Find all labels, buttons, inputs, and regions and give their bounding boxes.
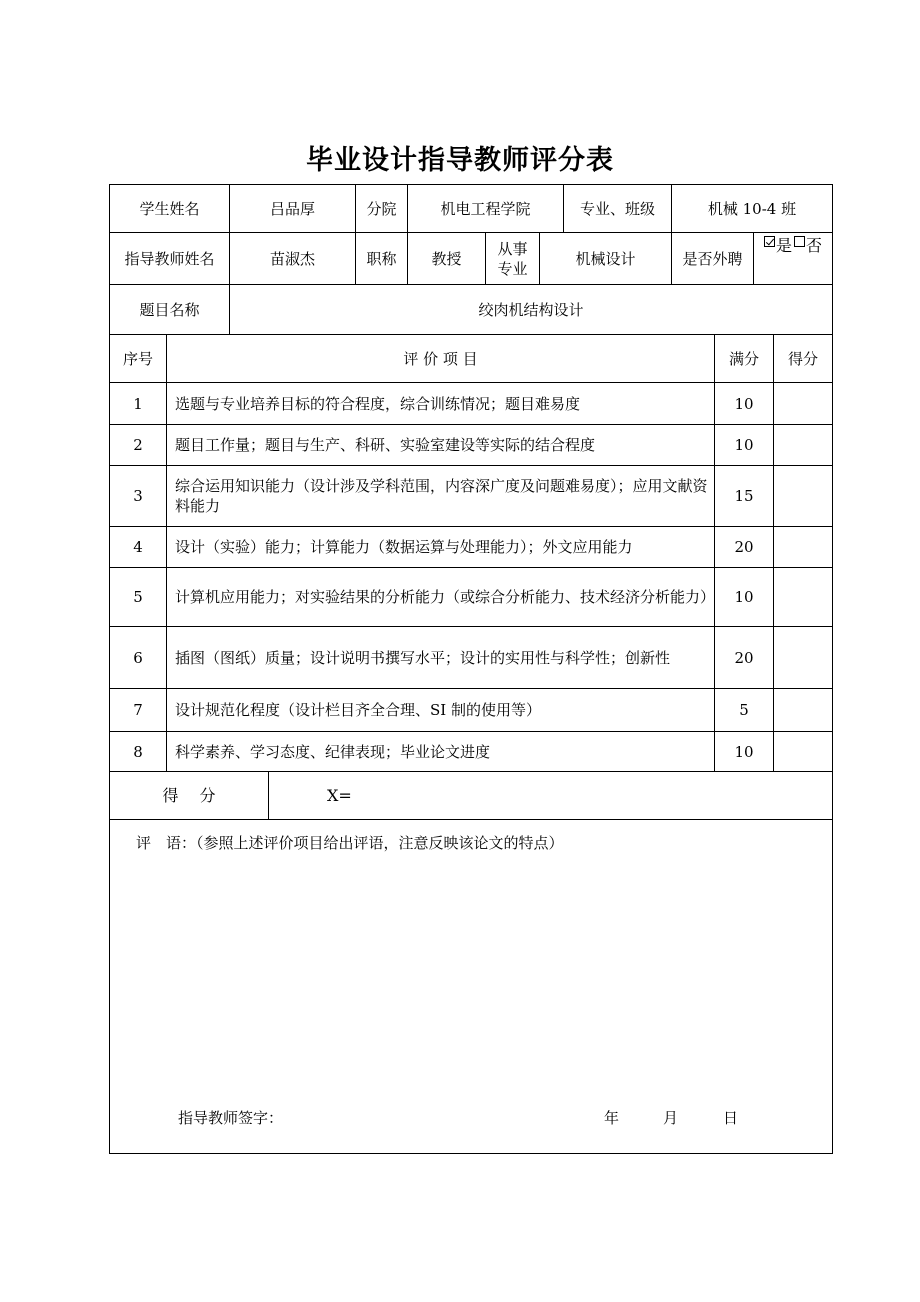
college-value: 机电工程学院: [408, 185, 564, 233]
row-item: 设计规范化程度（设计栏目齐全合理、SI 制的使用等）: [167, 689, 715, 732]
date-month: 月: [663, 1109, 679, 1127]
row-no: 5: [110, 568, 167, 627]
major-class-value: 机械 10-4 班: [672, 185, 832, 233]
row-no: 3: [110, 466, 167, 527]
row-no: 1: [110, 383, 167, 425]
row-no: 2: [110, 425, 167, 466]
row-full-score: 10: [715, 425, 774, 466]
major-class-label: 专业、班级: [564, 185, 672, 233]
row-score-input[interactable]: [774, 383, 832, 425]
row-score-input[interactable]: [774, 466, 832, 527]
header-no: 序号: [110, 335, 167, 383]
field-label-line1: 从事: [497, 239, 528, 258]
advisor-name-label: 指导教师姓名: [110, 233, 230, 285]
row-item: 设计（实验）能力；计算能力（数据运算与处理能力）；外文应用能力: [167, 527, 715, 568]
external-yes-label: 是: [775, 236, 792, 255]
row-score-input[interactable]: [774, 627, 832, 689]
row-item: 插图（图纸）质量；设计说明书撰写水平；设计的实用性与科学性；创新性: [167, 627, 715, 689]
row-score-input[interactable]: [774, 732, 832, 772]
row-no: 4: [110, 527, 167, 568]
student-name-value: 吕品厚: [230, 185, 356, 233]
external-options: [754, 233, 832, 285]
external-label: 是否外聘: [672, 233, 754, 285]
row-full-score: 10: [715, 568, 774, 627]
header-item: 评 价 项 目: [167, 335, 715, 383]
field-label: [486, 233, 540, 285]
header-full-score: 满分: [715, 335, 774, 383]
comment-area[interactable]: [110, 820, 832, 1153]
row-full-score: 20: [715, 627, 774, 689]
row-full-score: 10: [715, 732, 774, 772]
external-yes-checkbox[interactable]: [764, 236, 775, 247]
row-no: 6: [110, 627, 167, 689]
row-full-score: 20: [715, 527, 774, 568]
header-score: 得分: [774, 335, 832, 383]
external-no-label: 否: [806, 236, 823, 255]
date-day: 日: [723, 1109, 739, 1127]
topic-value: 绞肉机结构设计: [230, 285, 832, 335]
page-title: 毕业设计指导教师评分表: [306, 145, 614, 176]
evaluation-form: [109, 184, 833, 1154]
signature-label: 指导教师签字：: [178, 1109, 284, 1127]
row-full-score: 5: [715, 689, 774, 732]
date-year: 年: [604, 1109, 620, 1127]
row-no: 8: [110, 732, 167, 772]
total-label: 得 分: [110, 772, 269, 820]
college-label: 分院: [356, 185, 408, 233]
row-item: 科学素养、学习态度、纪律表现；毕业论文进度: [167, 732, 715, 772]
external-no-checkbox[interactable]: [794, 236, 805, 247]
rank-label: 职称: [356, 233, 408, 285]
topic-label: 题目名称: [110, 285, 230, 335]
row-item: 综合运用知识能力（设计涉及学科范围，内容深广度及问题难易度）；应用文献资料能力: [167, 466, 715, 527]
row-full-score: 10: [715, 383, 774, 425]
row-item: 题目工作量；题目与生产、科研、实验室建设等实际的结合程度: [167, 425, 715, 466]
field-label-line2: 专业: [497, 259, 528, 278]
student-name-label: 学生姓名: [110, 185, 230, 233]
row-score-input[interactable]: [774, 689, 832, 732]
rank-value: 教授: [408, 233, 486, 285]
comment-label: 评 语：（参照上述评价项目给出评语，注意反映该论文的特点）: [136, 834, 564, 852]
row-full-score: 15: [715, 466, 774, 527]
row-item: 选题与专业培养目标的符合程度，综合训练情况；题目难易度: [167, 383, 715, 425]
advisor-name-value: 苗淑杰: [230, 233, 356, 285]
row-no: 7: [110, 689, 167, 732]
row-score-input[interactable]: [774, 527, 832, 568]
field-value: 机械设计: [540, 233, 672, 285]
row-score-input[interactable]: [774, 425, 832, 466]
row-item: 计算机应用能力；对实验结果的分析能力（或综合分析能力、技术经济分析能力）: [167, 568, 715, 627]
row-score-input[interactable]: [774, 568, 832, 627]
total-value[interactable]: X=: [269, 772, 832, 820]
